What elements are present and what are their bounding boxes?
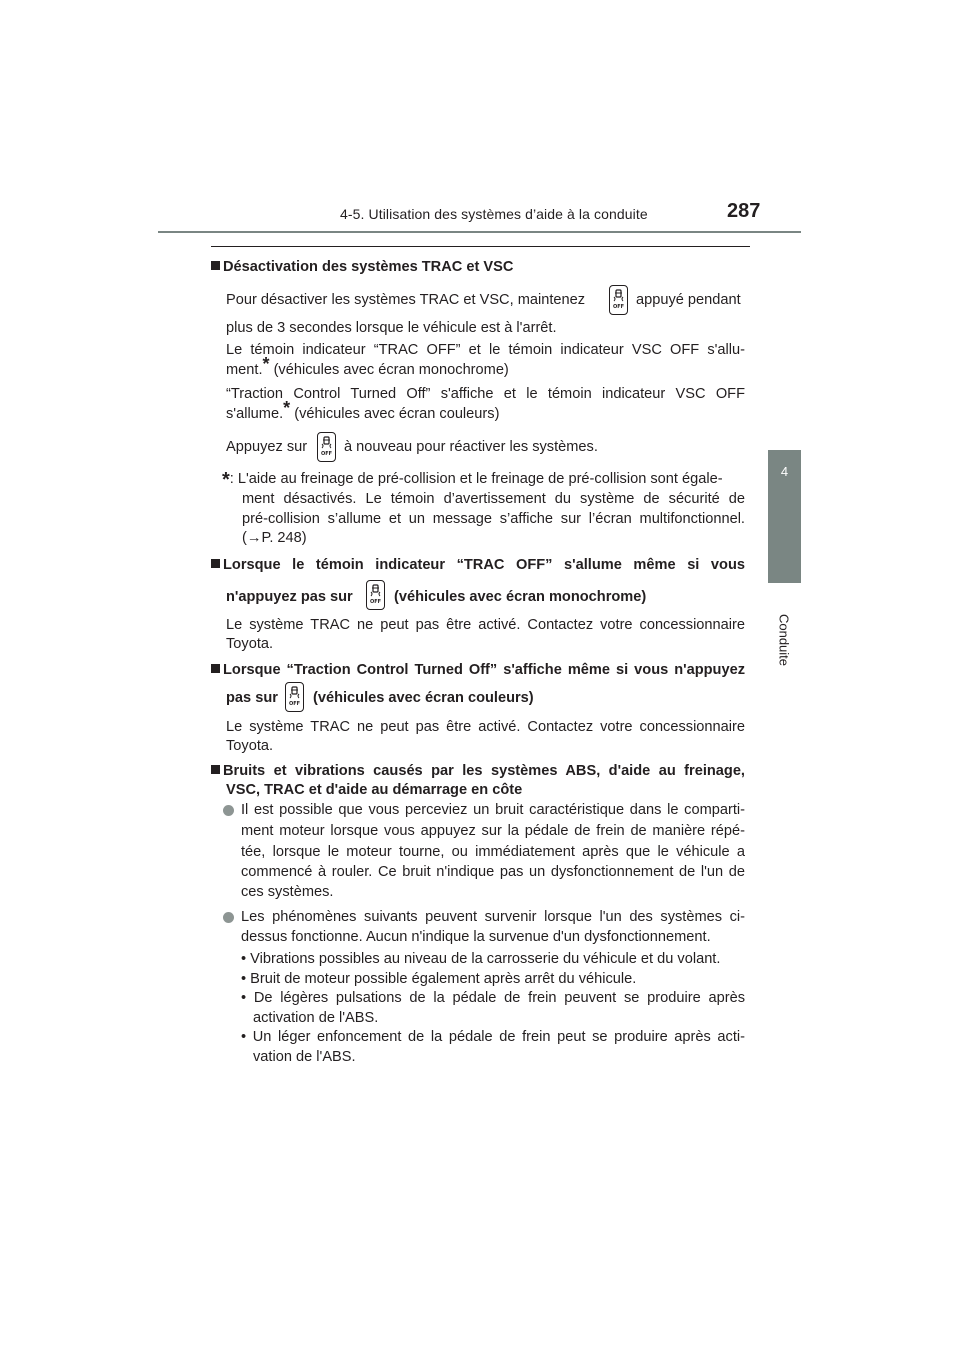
section-heading: Lorsque “Traction Control Turned Off” s'affiche même si vous n'appuyez	[211, 661, 745, 679]
paragraph-line: Le système TRAC ne peut pas être activé. Contactez votre concessionnaire	[226, 719, 745, 735]
section-heading: Bruits et vibrations causés par les systèmes ABS, d'aide au freinage,	[211, 762, 745, 780]
paragraph-line: à nouveau pour réactiver les systèmes.	[344, 439, 598, 455]
list-item-line: ces systèmes.	[241, 884, 334, 900]
list-item-line: tée, lorsque le moteur tourne, ou immédiatement après que le véhicule a	[241, 844, 745, 860]
svg-text:OFF: OFF	[369, 599, 382, 605]
paragraph-line: Toyota.	[226, 738, 274, 754]
footnote-line: pré-collision s’allume et un message s’affiche sur l’écran multifonctionnel.	[242, 511, 745, 527]
vsc-off-button-icon	[317, 432, 336, 462]
paragraph-line: appuyé pendant	[636, 292, 741, 308]
section-heading: (véhicules avec écran monochrome)	[394, 589, 647, 605]
svg-text:OFF: OFF	[288, 701, 301, 707]
page-number: 287	[727, 200, 761, 222]
list-item-line: ment moteur lorsque vous appuyez sur la pédale de frein de manière répé-	[241, 823, 745, 839]
sub-list-item: • De légères pulsations de la pédale de frein peuvent se produire après	[241, 990, 745, 1006]
svg-text:OFF: OFF	[612, 304, 625, 310]
footnote-line: *: L'aide au freinage de pré-collision et le freinage de pré-collision sont égale-	[222, 469, 723, 491]
square-bullet-icon	[211, 765, 220, 774]
arrow-icon: →	[246, 530, 262, 546]
section-heading: Lorsque le témoin indicateur “TRAC OFF” s'allume même si vous	[211, 556, 745, 574]
list-item-line: commencé à rouler. Ce bruit n'indique pas un dysfonctionnement de l'un de	[241, 864, 745, 880]
list-item-line: Il est possible que vous perceviez un bruit caractéristique dans le comparti-	[241, 802, 745, 818]
page-reference-link[interactable]: (→P. 248)	[242, 530, 307, 546]
square-bullet-icon	[211, 664, 220, 673]
paragraph-line: Le système TRAC ne peut pas être activé. Contactez votre concessionnaire	[226, 617, 745, 633]
section-heading: Désactivation des systèmes TRAC et VSC	[211, 258, 513, 276]
round-bullet-icon	[223, 910, 234, 928]
list-item-line: Les phénomènes suivants peuvent survenir lorsque l'un des systèmes ci-	[241, 909, 745, 925]
vsc-off-button-icon	[366, 580, 385, 610]
square-bullet-icon	[211, 559, 220, 568]
round-bullet-icon	[223, 803, 234, 821]
vsc-off-button-icon	[609, 285, 628, 315]
chapter-tab-number: 4	[780, 464, 789, 479]
sub-list-item: • Vibrations possibles au niveau de la carrosserie du véhicule et du volant.	[241, 951, 721, 967]
vsc-off-button-icon	[285, 682, 304, 712]
section-heading: pas sur	[226, 690, 278, 706]
section-heading: VSC, TRAC et d'aide au démarrage en côte	[226, 782, 523, 798]
list-item-line: dessus fonctionne. Aucun n'indique la survenue d'un dysfonctionnement.	[241, 929, 711, 945]
paragraph-line: Le témoin indicateur “TRAC OFF” et le témoin indicateur VSC OFF s'allu-	[226, 342, 745, 358]
paragraph-line: Pour désactiver les systèmes TRAC et VSC, maintenez	[226, 292, 586, 308]
paragraph-line: “Traction Control Turned Off” s'affiche et le témoin indicateur VSC OFF	[226, 386, 745, 402]
square-bullet-icon	[211, 261, 220, 270]
header-section-title: 4-5. Utilisation des systèmes d’aide à la conduite	[340, 206, 648, 222]
svg-text:OFF: OFF	[320, 451, 333, 457]
sub-list-item: • Bruit de moteur possible également après arrêt du véhicule.	[241, 971, 637, 987]
paragraph-line: s'allume.* (véhicules avec écran couleurs)	[226, 398, 500, 422]
footnote-line: ment désactivés. Le témoin d’avertissement du système de sécurité de	[242, 491, 745, 507]
paragraph-line: Appuyez sur	[226, 439, 308, 455]
sub-list-item: activation de l'ABS.	[253, 1010, 379, 1026]
chapter-tab-label: Conduite	[776, 613, 792, 667]
sub-list-item: vation de l'ABS.	[253, 1049, 356, 1065]
section-heading: n'appuyez pas sur	[226, 589, 353, 605]
paragraph-line: ment.* (véhicules avec écran monochrome)	[226, 354, 509, 378]
section-heading: (véhicules avec écran couleurs)	[313, 690, 534, 706]
paragraph-line: Toyota.	[226, 636, 274, 652]
sub-list-item: • Un léger enfoncement de la pédale de frein peut se produire après acti-	[241, 1029, 745, 1045]
paragraph-line: plus de 3 secondes lorsque le véhicule est à l'arrêt.	[226, 320, 557, 336]
